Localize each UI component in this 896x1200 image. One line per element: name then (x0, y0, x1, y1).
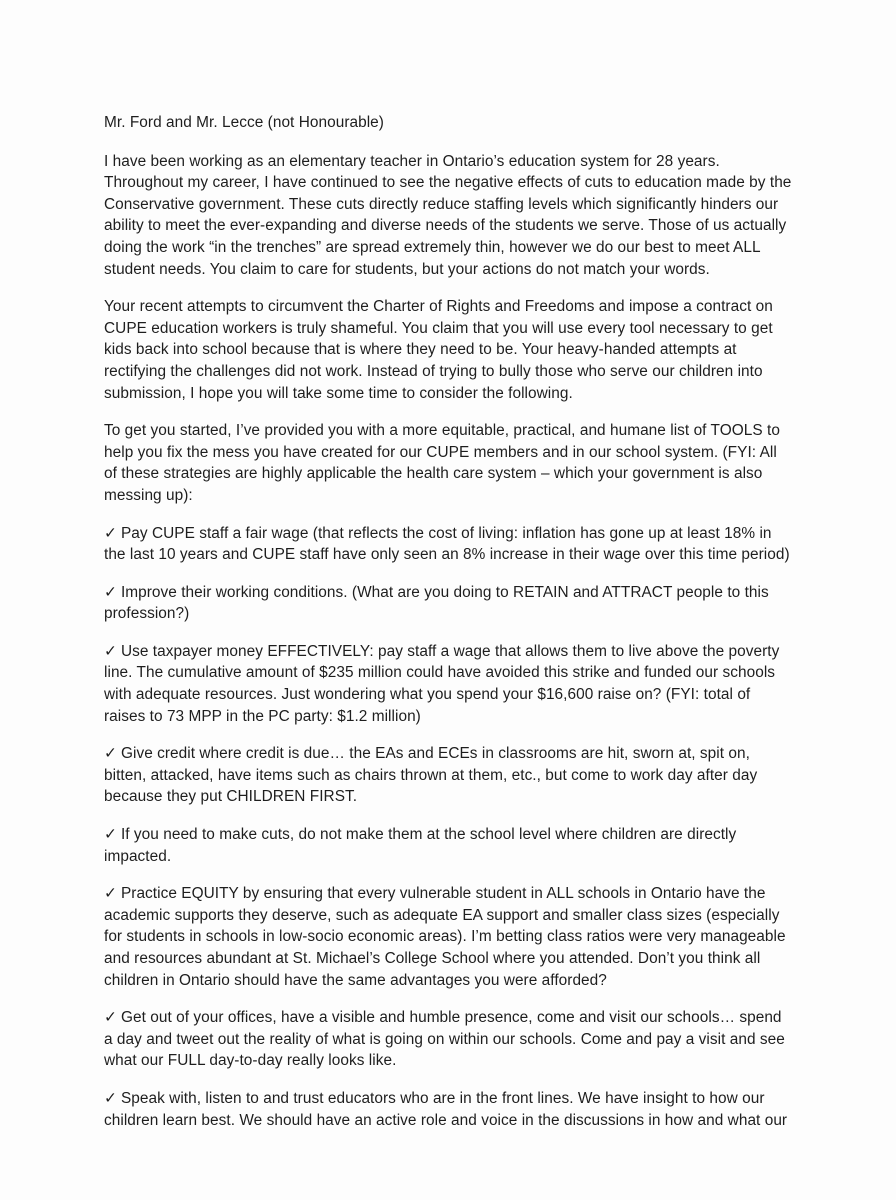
tool-item-cuts (104, 824, 794, 867)
paragraph-intro: I have been working as an elementary teacher in Ontario’s education system for 28 years. Throughout my career, I have continued to see the negative effects of cuts to education made by the Conservative government. These cuts directly reduce staffing levels which significantly hinders our ability to meet the ever-expanding and diverse needs of the students we serve. Those of us actually doing the work “in the trenches” are spread extremely thin, however we do our best to meet ALL student needs. You claim to care for students, but your actions do not match your words. (104, 152, 792, 278)
check-mark-icon: ✓ (104, 642, 117, 660)
check-mark-icon: ✓ (104, 583, 117, 601)
tool-item-text: Speak with, listen to and trust educators who are in the front lines. We have insight to how our children learn best. We should have an active role and voice in the discussions in how and what our (104, 1089, 788, 1129)
paragraph-charter: Your recent attempts to circumvent the Charter of Rights and Freedoms and impose a contract on CUPE education workers is truly shameful. You claim that you will use every tool necessary to get kids back into school because that is where they need to be. Your heavy-handed attempts at rectifying the challenges did not work. Instead of trying to bully those who serve our children into submission, I hope you will take some time to consider the following. (104, 298, 773, 402)
tool-item-visit-schools (104, 1007, 794, 1072)
tool-item-working-conditions (104, 582, 794, 625)
tool-item-fair-wage (104, 523, 794, 566)
tool-item-text: Improve their working conditions. (What are you doing to RETAIN and ATTRACT people to this profession?) (104, 583, 769, 623)
check-mark-icon: ✓ (104, 826, 117, 844)
tool-item-give-credit (104, 743, 794, 808)
tool-item-text: Give credit where credit is due… the EAs and ECEs in classrooms are hit, sworn at, spit on, bitten, attacked, have items such as chairs thrown at them, etc., but come to work day after day because they put CHILDREN FIRST. (104, 745, 758, 806)
tool-item-equity (104, 883, 794, 991)
check-mark-icon: ✓ (104, 1009, 117, 1027)
tool-item-text: Use taxpayer money EFFECTIVELY: pay staff a wage that allows them to live above the poverty line. The cumulative amount of $235 million could have avoided this strike and funded our schools with adequate resources. Just wondering what you spend your $16,600 raise on? (FYI: total of raises to 73 MPP in the PC party: $1.2 million) (104, 642, 780, 725)
tool-item-text: Pay CUPE staff a fair wage (that reflects the cost of living: inflation has gone up at least 18% in the last 10 years and CUPE staff have only seen an 8% increase in their wage over this time period) (104, 524, 790, 564)
check-mark-icon: ✓ (104, 524, 117, 542)
tool-item-trust-educators (104, 1088, 794, 1131)
tool-item-text: Practice EQUITY by ensuring that every vulnerable student in ALL schools in Ontario have the academic supports they deserve, such as adequate EA support and smaller class sizes (especially for students in schools in low-socio economic areas). I’m betting class ratios were very manageable and resources abundant at St. Michael’s College School where you attended. Don’t you think all children in Ontario should have the same advantages you were afforded? (104, 885, 786, 989)
check-mark-icon: ✓ (104, 1089, 117, 1107)
check-mark-icon: ✓ (104, 885, 117, 903)
salutation: Mr. Ford and Mr. Lecce (not Honourable) (104, 114, 384, 131)
paragraph-tools-intro: To get you started, I’ve provided you with a more equitable, practical, and humane list of TOOLS to help you fix the mess you have created for our CUPE members and in our school system. (FYI: All of these strategies are highly applicable the health care system – which your government is also messing up): (104, 422, 780, 504)
tool-item-text: If you need to make cuts, do not make them at the school level where children are directly impacted. (104, 826, 737, 865)
check-mark-icon: ✓ (104, 745, 117, 763)
letter-body (104, 112, 794, 1147)
tool-item-taxpayer-money (104, 641, 794, 727)
tool-item-text: Get out of your offices, have a visible and humble presence, come and visit our schools… spend a day and tweet out the reality of what is going on within our schools. Come and pay a visit and see what our FULL day-to-day really looks like. (104, 1009, 785, 1070)
